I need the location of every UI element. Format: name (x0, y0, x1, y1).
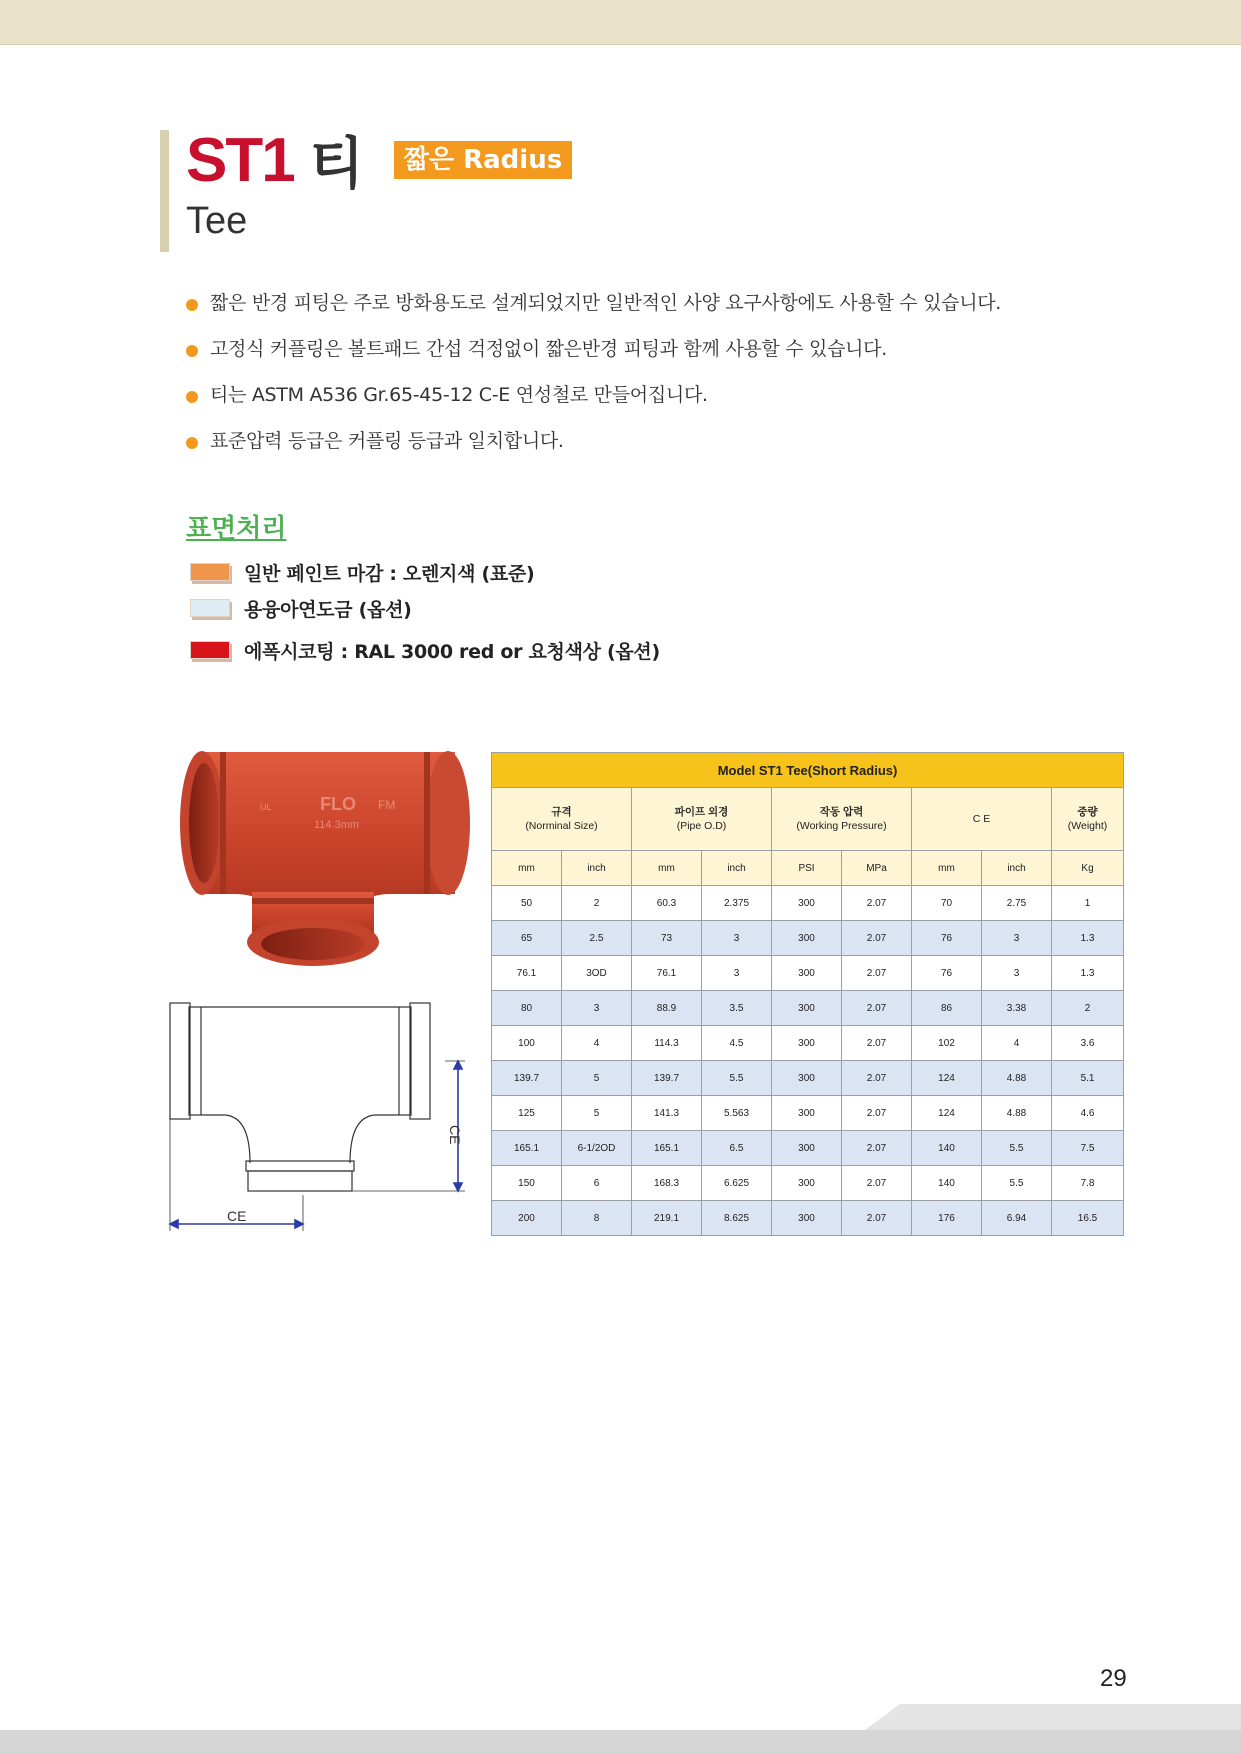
finish-list (190, 594, 412, 622)
table-cell: 102 (912, 1026, 982, 1061)
unit-header: inch (982, 851, 1052, 886)
top-band (0, 0, 1241, 45)
table-cell: 219.1 (632, 1201, 702, 1236)
table-cell: 2.07 (842, 1201, 912, 1236)
table-cell: 60.3 (632, 886, 702, 921)
table-cell: 300 (772, 886, 842, 921)
table-cell: 6.5 (702, 1131, 772, 1166)
table-cell: 165.1 (492, 1131, 562, 1166)
table-row (492, 921, 1124, 956)
table-group-header: 작동 압력 (Working Pressure) (772, 788, 912, 851)
table-cell: 300 (772, 1166, 842, 1201)
table-cell: 4.5 (702, 1026, 772, 1061)
table-cell: 8.625 (702, 1201, 772, 1236)
table-cell: 6-1/2OD (562, 1131, 632, 1166)
finish-heading: 표면처리 (186, 514, 287, 544)
table-row (492, 1201, 1124, 1236)
table-cell: 300 (772, 1061, 842, 1096)
table-row (492, 1166, 1124, 1201)
marking-brand: FLO (320, 794, 356, 814)
table-row (492, 956, 1124, 991)
table-cell: 5.5 (982, 1131, 1052, 1166)
table-cell: 3.5 (702, 991, 772, 1026)
table-cell: 76 (912, 921, 982, 956)
table-row (492, 1131, 1124, 1166)
table-cell: 2.07 (842, 991, 912, 1026)
table-cell: 5.5 (982, 1166, 1052, 1201)
table-cell: 141.3 (632, 1096, 702, 1131)
table-cell: 5.5 (702, 1061, 772, 1096)
table-row (492, 1026, 1124, 1061)
table-cell: 2.07 (842, 1026, 912, 1061)
feature-list (186, 290, 1001, 474)
table-cell: 139.7 (492, 1061, 562, 1096)
table-cell: 300 (772, 1026, 842, 1061)
table-cell: 300 (772, 1131, 842, 1166)
unit-header: mm (912, 851, 982, 886)
swatch-orange (190, 563, 230, 581)
table-cell: 140 (912, 1166, 982, 1201)
table-cell: 76.1 (632, 956, 702, 991)
table-cell: 80 (492, 991, 562, 1026)
table-cell: 50 (492, 886, 562, 921)
table-cell: 168.3 (632, 1166, 702, 1201)
table-row (492, 1061, 1124, 1096)
finish-item (190, 636, 660, 664)
table-cell: 4.6 (1052, 1096, 1124, 1131)
table-cell: 176 (912, 1201, 982, 1236)
table-cell: 65 (492, 921, 562, 956)
tee-fitting-image (180, 742, 480, 972)
table-group-header: 중량 (Weight) (1052, 788, 1124, 851)
table-cell: 2.75 (982, 886, 1052, 921)
table-cell: 300 (772, 921, 842, 956)
table-title: Model ST1 Tee(Short Radius) (492, 753, 1124, 788)
table-group-header: 파이프 외경 (Pipe O.D) (632, 788, 772, 851)
title-accent-bar (160, 130, 169, 252)
table-cell: 3 (702, 956, 772, 991)
table-row (492, 991, 1124, 1026)
unit-header: inch (702, 851, 772, 886)
table-cell: 3OD (562, 956, 632, 991)
unit-header: Kg (1052, 851, 1124, 886)
table-cell: 5.1 (1052, 1061, 1124, 1096)
table-cell: 5 (562, 1096, 632, 1131)
table-cell: 124 (912, 1061, 982, 1096)
table-cell: 1.3 (1052, 921, 1124, 956)
table-cell: 7.5 (1052, 1131, 1124, 1166)
svg-text:UL: UL (260, 802, 272, 812)
table-cell: 150 (492, 1166, 562, 1201)
table-cell: 300 (772, 956, 842, 991)
swatch-galvanized (190, 599, 230, 617)
unit-header: MPa (842, 851, 912, 886)
table-row (492, 1096, 1124, 1131)
table-cell: 2.07 (842, 921, 912, 956)
table-cell: 4 (562, 1026, 632, 1061)
title-english: Tee (186, 200, 248, 242)
table-cell: 6.625 (702, 1166, 772, 1201)
dim-label-bottom: CE (227, 1208, 247, 1224)
table-cell: 2.07 (842, 1096, 912, 1131)
table-cell: 86 (912, 991, 982, 1026)
table-cell: 200 (492, 1201, 562, 1236)
table-cell: 300 (772, 991, 842, 1026)
table-cell: 4.88 (982, 1061, 1052, 1096)
table-cell: 88.9 (632, 991, 702, 1026)
table-cell: 2.5 (562, 921, 632, 956)
table-cell: 3.6 (1052, 1026, 1124, 1061)
table-cell: 300 (772, 1201, 842, 1236)
table-cell: 1.3 (1052, 956, 1124, 991)
table-cell: 2.07 (842, 956, 912, 991)
page-title (186, 120, 572, 200)
unit-header: mm (492, 851, 562, 886)
table-cell: 165.1 (632, 1131, 702, 1166)
finish-list (190, 636, 660, 664)
table-cell: 70 (912, 886, 982, 921)
table-group-header: 규격 (Norminal Size) (492, 788, 632, 851)
table-cell: 3 (702, 921, 772, 956)
table-cell: 6 (562, 1166, 632, 1201)
table-cell: 3 (562, 991, 632, 1026)
table-cell: 3 (982, 921, 1052, 956)
feature-item: 티는 ASTM A536 Gr.65-45-12 C-E 연성철로 만들어집니다. (186, 382, 1001, 408)
table-cell: 2.375 (702, 886, 772, 921)
table-cell: 8 (562, 1201, 632, 1236)
table-cell: 1 (1052, 886, 1124, 921)
radius-badge: 짧은 Radius (394, 141, 572, 179)
table-cell: 6.94 (982, 1201, 1052, 1236)
swatch-red (190, 641, 230, 659)
finish-label: 에폭시코팅 : RAL 3000 red or 요청색상 (옵션) (244, 640, 660, 663)
table-cell: 4 (982, 1026, 1052, 1061)
table-cell: 2 (1052, 991, 1124, 1026)
page-number: 29 (1100, 1665, 1127, 1692)
tee-dimension-drawing (165, 995, 475, 1235)
table-cell: 3.38 (982, 991, 1052, 1026)
table-cell: 300 (772, 1096, 842, 1131)
spec-table (491, 752, 1124, 1236)
dim-label-side: CE (447, 1125, 463, 1145)
table-row (492, 886, 1124, 921)
table-cell: 16.5 (1052, 1201, 1124, 1236)
bottom-decoration (0, 1700, 1241, 1754)
marking-size: 114.3mm (314, 819, 360, 831)
table-cell: 125 (492, 1096, 562, 1131)
feature-item: 표준압력 등급은 커플링 등급과 일치합니다. (186, 428, 1001, 454)
table-cell: 2.07 (842, 1166, 912, 1201)
table-group-header: C E (912, 788, 1052, 851)
table-cell: 76 (912, 956, 982, 991)
table-cell: 2.07 (842, 886, 912, 921)
finish-label: 일반 페인트 마감 : 오렌지색 (표준) (244, 562, 535, 585)
spec-table-body (492, 886, 1124, 1236)
table-cell: 5.563 (702, 1096, 772, 1131)
table-cell: 139.7 (632, 1061, 702, 1096)
finish-item (190, 594, 412, 622)
finish-list (190, 558, 534, 586)
unit-header: inch (562, 851, 632, 886)
marking-fm: FM (378, 798, 396, 812)
table-cell: 100 (492, 1026, 562, 1061)
title-korean: 티 (309, 132, 364, 197)
table-cell: 2.07 (842, 1061, 912, 1096)
feature-item: 짧은 반경 피팅은 주로 방화용도로 설계되었지만 일반적인 사양 요구사항에도 사용할 수 있습니다. (186, 290, 1001, 316)
table-cell: 140 (912, 1131, 982, 1166)
feature-item: 고정식 커플링은 볼트패드 간섭 걱정없이 짧은반경 피팅과 함께 사용할 수 있습니다. (186, 336, 1001, 362)
table-cell: 114.3 (632, 1026, 702, 1061)
table-cell: 4.88 (982, 1096, 1052, 1131)
title-model: ST1 (186, 125, 294, 195)
table-cell: 7.8 (1052, 1166, 1124, 1201)
table-cell: 124 (912, 1096, 982, 1131)
finish-item (190, 558, 534, 586)
table-cell: 3 (982, 956, 1052, 991)
table-cell: 76.1 (492, 956, 562, 991)
table-cell: 2.07 (842, 1131, 912, 1166)
unit-header: mm (632, 851, 702, 886)
table-cell: 2 (562, 886, 632, 921)
unit-header: PSI (772, 851, 842, 886)
table-cell: 5 (562, 1061, 632, 1096)
table-cell: 73 (632, 921, 702, 956)
finish-label: 용융아연도금 (옵션) (244, 598, 412, 621)
